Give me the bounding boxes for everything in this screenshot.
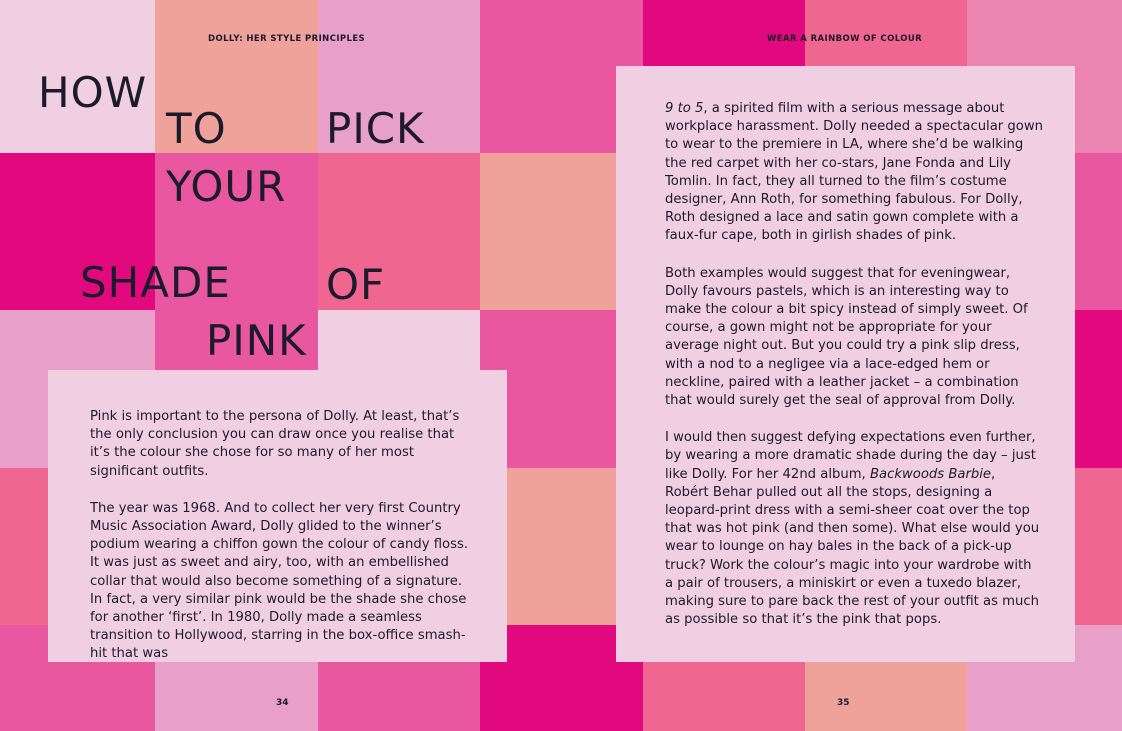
right-running-head: WEAR A RAINBOW OF COLOUR [767,34,923,44]
right-paragraph-2: Both examples would suggest that for eveningwear, Dolly favours pastels, which is an interesting way to make the colour a bit spicy instead of simply sweet. Of course, a gown might not be appropriate for your average night out. But you could try a pink slip dress, with a nod to a negligee via a lace-edged hem or neckline, paired with a leather jacket – a combination that would surely get the seal of approval from Dolly. [665,265,1028,409]
right-paragraph-3-text-a: I would then suggest defying expectations even further, by wearing a more dramatic shade during the day – just like Dolly. For her 42nd album, [665,430,1036,482]
title-word-to: TO [166,104,227,153]
right-paragraph-3-text-b: , Robért Behar pulled out all the stops, designing a leopard-print dress with a semi-sheer coat over the top that was hot pink (and then some). What else would you wear to lounge on hay bales in the back of a pick-up truck? Work the colour’s magic into your wardrobe with a pair of trousers, a miniskirt or even a tuxedo blazer, making sure to pare back the rest of your outfit as much as possible so that it’s the pink that pops. [665,466,1040,628]
title-word-of: OF [326,260,386,309]
title-word-pick: PICK [326,104,425,153]
right-paragraph-3 [665,429,1043,629]
left-paragraph-1: Pink is important to the persona of Dolly. At least, that’s the only conclusion you can draw once you realise that it’s the colour she chose for so many of her most significant outfits. [90,409,460,479]
title-word-your: YOUR [166,162,287,211]
film-title: 9 to 5 [665,101,704,116]
title-word-pink: PINK [206,316,307,365]
right-paragraph-1-text: , a spirited film with a serious message about workplace harassment. Dolly needed a spectacular gown to wear to the premiere in LA, where she’d be walking the red carpet with her co-stars, Jane Fonda and Lily Tomlin. In fact, they all turned to the film’s costume designer, Ann Roth, for something fabulous. For Dolly, Roth designed a lace and satin gown complete with a faux-fur cape, both in girlish shades of pink. [665,101,1044,244]
right-text-panel [616,66,1075,662]
left-paragraph-2: The year was 1968. And to collect her very first Country Music Association Award, Dolly glided to the winner’s podium wearing a chiffon gown the colour of candy floss. It was just as sweet and airy, too, with an embellished collar that would also become something of a signature. In fact, a very similar pink would be the shade she chose for another ‘first’. In 1980, Dolly made a seamless transition to Hollywood, starring in the box-office smash-hit that was [90,500,469,662]
title-word-how: HOW [38,68,148,117]
right-page-number: 35 [837,698,850,708]
title-word-shade: SHADE [80,258,231,307]
right-paragraph-1 [665,100,1043,246]
album-title: Backwoods Barbie [869,466,992,482]
left-text-panel [48,370,507,662]
left-running-head: DOLLY: HER STYLE PRINCIPLES [208,34,366,44]
left-page-number: 34 [276,698,289,708]
